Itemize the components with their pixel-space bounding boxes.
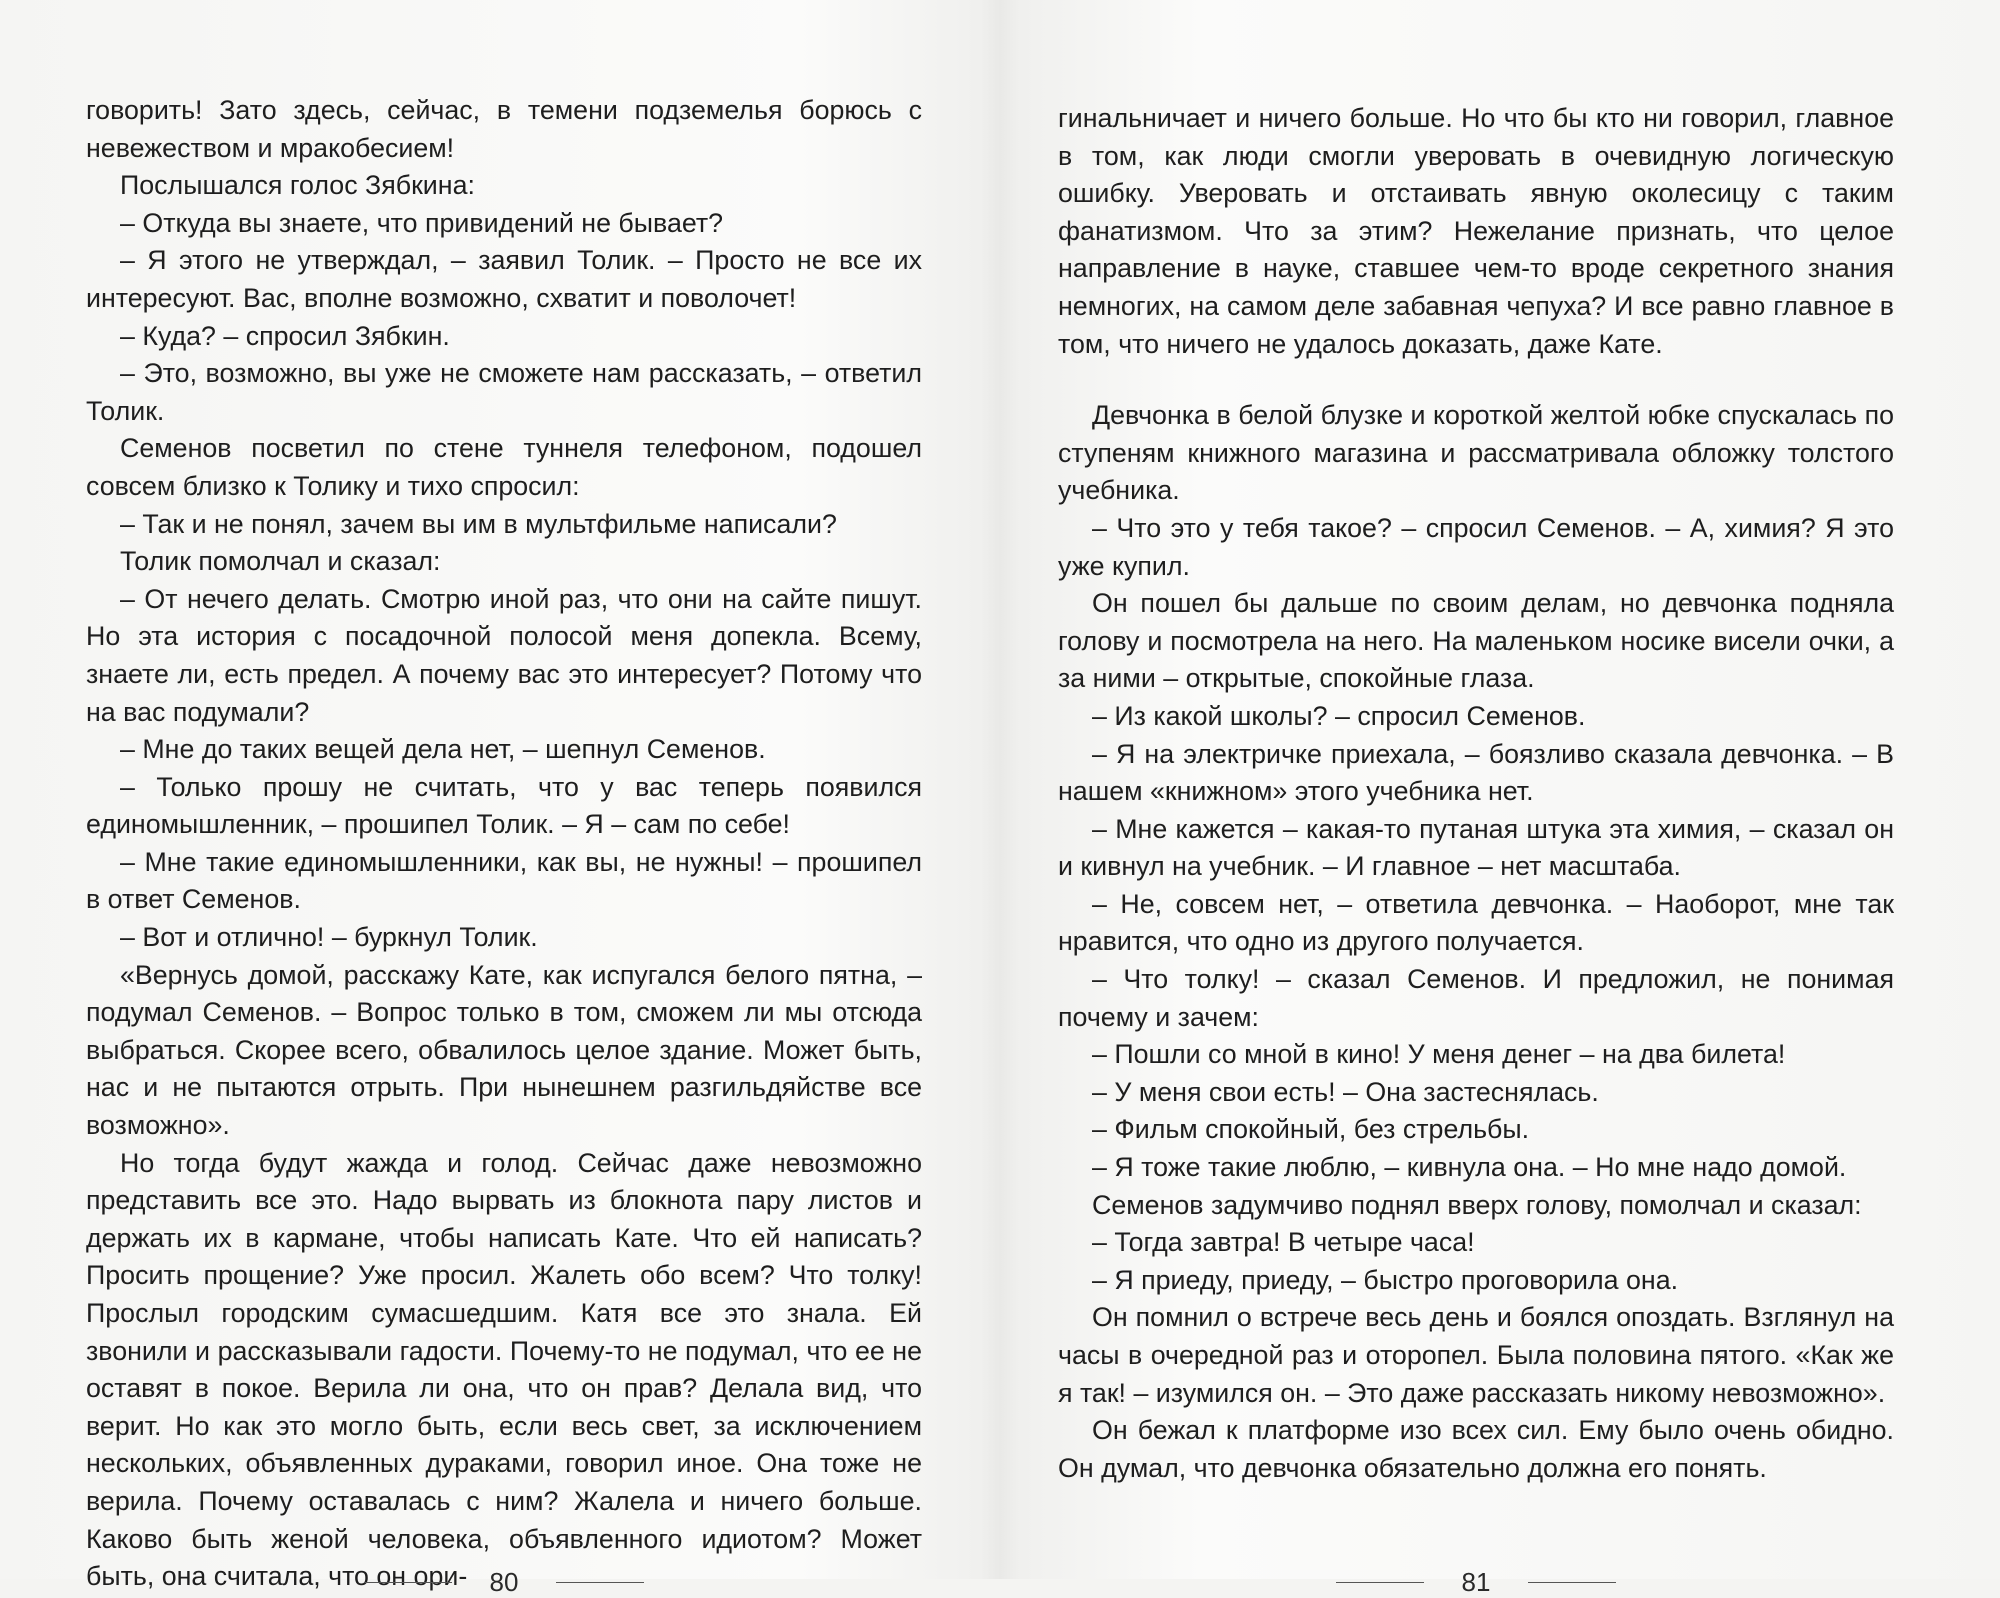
paragraph: Он помнил о встрече весь день и боялся опоздать. Взглянул на часы в очередной раз и оторопел. Была половина пятого. «Как же я так! – изумился он. – Это даже рассказать никому невозможно». — [1058, 1302, 1894, 1408]
paragraph: говорить! Зато здесь, сейчас, в темени подземелья борюсь с невежеством и мракобесием! — [86, 95, 922, 163]
paragraph: Он бежал к платформе изо всех сил. Ему было очень обидно. Он думал, что девчонка обязательно должна его понять. — [1058, 1415, 1894, 1483]
paragraph: – Фильм спокойный, без стрельбы. — [1092, 1114, 1530, 1145]
paragraph: – Это, возможно, вы уже не сможете нам рассказать, – ответил Толик. — [86, 358, 922, 426]
footer-rule — [364, 1582, 452, 1583]
footer-rule — [556, 1582, 644, 1583]
paragraph: – Вот и отлично! – буркнул Толик. — [120, 922, 538, 953]
paragraph: – Я тоже такие люблю, – кивнула она. – Но мне надо домой. — [1092, 1152, 1847, 1183]
paragraph: – У меня свои есть! – Она застеснялась. — [1092, 1076, 1599, 1107]
paragraph: Послышался голос Зябкина: — [120, 170, 475, 201]
paragraph: «Вернусь домой, расскажу Кате, как испугался белого пятна, – подумал Семенов. – Вопрос только в том, сможем ли мы отсюда выбраться. Скорее всего, обвалилось целое здание. Может быть, нас и не пытаются отрыть. При нынешнем разгильдяйстве все возможно». — [86, 959, 922, 1141]
right-page-footer — [1058, 1567, 1894, 1598]
left-page — [86, 92, 922, 1597]
right-page-text — [1058, 100, 1894, 1487]
paragraph: – Из какой школы? – спросил Семенов. — [1092, 700, 1586, 731]
left-page-text — [86, 92, 922, 1596]
paragraph: Но тогда будут жажда и голод. Сейчас даже невозможно представить все это. Надо вырвать из блокнота пару листов и держать их в кармане, чтобы написать Кате. Что ей написать? Просить прощение? Уже просил. Жалеть обо всем? Что толку! Прослыл городским сумасшедшим. Катя все это знала. Ей звонили и рассказывали гадости. Почему-то не подумал, что ее не оставят в покое. Верила ли она, что он прав? Делала вид, что верит. Но как это могло быть, если весь свет, за исключением нескольких, объявленных дураками, говорил иное. Она тоже не верила. Почему оставалась с ним? Жалела и ничего больше. Каково быть женой человека, объявленного идиотом? Может быть, она считала, что он ори- — [86, 1147, 922, 1592]
paragraph: – Куда? – спросил Зябкин. — [120, 320, 450, 351]
paragraph: – Тогда завтра! В четыре часа! — [1092, 1227, 1475, 1258]
paragraph: – Я на электричке приехала, – боязливо сказала девчонка. – В нашем «книжном» этого учебника нет. — [1058, 738, 1894, 807]
paragraph: – Мне кажется – какая-то путаная штука эта химия, – сказал он и кивнул на учебник. – И главное – нет масштаба. — [1058, 813, 1894, 882]
footer-rule — [1336, 1582, 1424, 1583]
paragraph: – Что это у тебя такое? – спросил Семенов. – А, химия? Я это уже купил. — [1058, 512, 1894, 581]
paragraph: – Только прошу не считать, что у вас теперь появился единомышленник, – прошипел Толик. – Я – сам по себе! — [86, 771, 922, 840]
paragraph: Семенов задумчиво поднял вверх голову, помолчал и сказал: — [1092, 1189, 1862, 1220]
footer-rule — [1528, 1582, 1616, 1583]
paragraph: – Я этого не утверждал, – заявил Толик. – Просто не все их интересуют. Вас, вполне возможно, схватит и поволочет! — [86, 245, 922, 313]
paragraph: – От нечего делать. Смотрю иной раз, что они на сайте пишут. Но эта история с посадочной полосой меня допекла. Всему, знаете ли, есть предел. А почему вас это интересует? Потому что на вас подумали? — [86, 583, 922, 727]
left-page-footer — [86, 1567, 922, 1598]
paragraph: Толик помолчал и сказал: — [120, 546, 441, 577]
paragraph: – Пошли со мной в кино! У меня денег – на два билета! — [1092, 1039, 1786, 1070]
page-number: 80 — [489, 1567, 519, 1597]
paragraph: Девчонка в белой блузке и короткой желтой юбке спускалась по ступеням книжного магазина и рассматривала обложку толстого учебника. — [1058, 400, 1894, 506]
right-page — [1058, 100, 1894, 1597]
paragraph: Он пошел бы дальше по своим делам, но девчонка подняла голову и посмотрела на него. На маленьком носике висели очки, а за ними – открытые, спокойные глаза. — [1058, 588, 1894, 694]
paragraph: гинальничает и ничего больше. Но что бы кто ни говорил, главное в том, как люди смогли уверовать в очевидную логическую ошибку. Уверовать и отстаивать явную околесицу с таким фанатизмом. Что за этим? Нежелание признать, что целое направление в науке, ставшее чем-то вроде секретного знания немногих, на самом деле забавная чепуха? И все равно главное в том, что ничего не удалось доказать, даже Кате. — [1058, 103, 1894, 359]
page-number: 81 — [1461, 1567, 1491, 1597]
paragraph: – Мне до таких вещей дела нет, – шепнул Семенов. — [120, 734, 766, 765]
paragraph: – Не, совсем нет, – ответила девчонка. – Наоборот, мне так нравится, что одно из другого получается. — [1058, 888, 1894, 957]
paragraph: Семенов посветил по стене туннеля телефоном, подошел совсем близко к Толику и тихо спросил: — [86, 433, 922, 501]
paragraph: – Так и не понял, зачем вы им в мультфильме написали? — [120, 508, 837, 539]
paragraph: – Откуда вы знаете, что привидений не бывает? — [120, 207, 724, 238]
paragraph: – Что толку! – сказал Семенов. И предложил, не понимая почему и зачем: — [1058, 964, 1894, 1032]
paragraph: – Мне такие единомышленники, как вы, не нужны! – прошипел в ответ Семенов. — [86, 846, 922, 915]
paragraph: – Я приеду, приеду, – быстро проговорила она. — [1092, 1264, 1679, 1295]
